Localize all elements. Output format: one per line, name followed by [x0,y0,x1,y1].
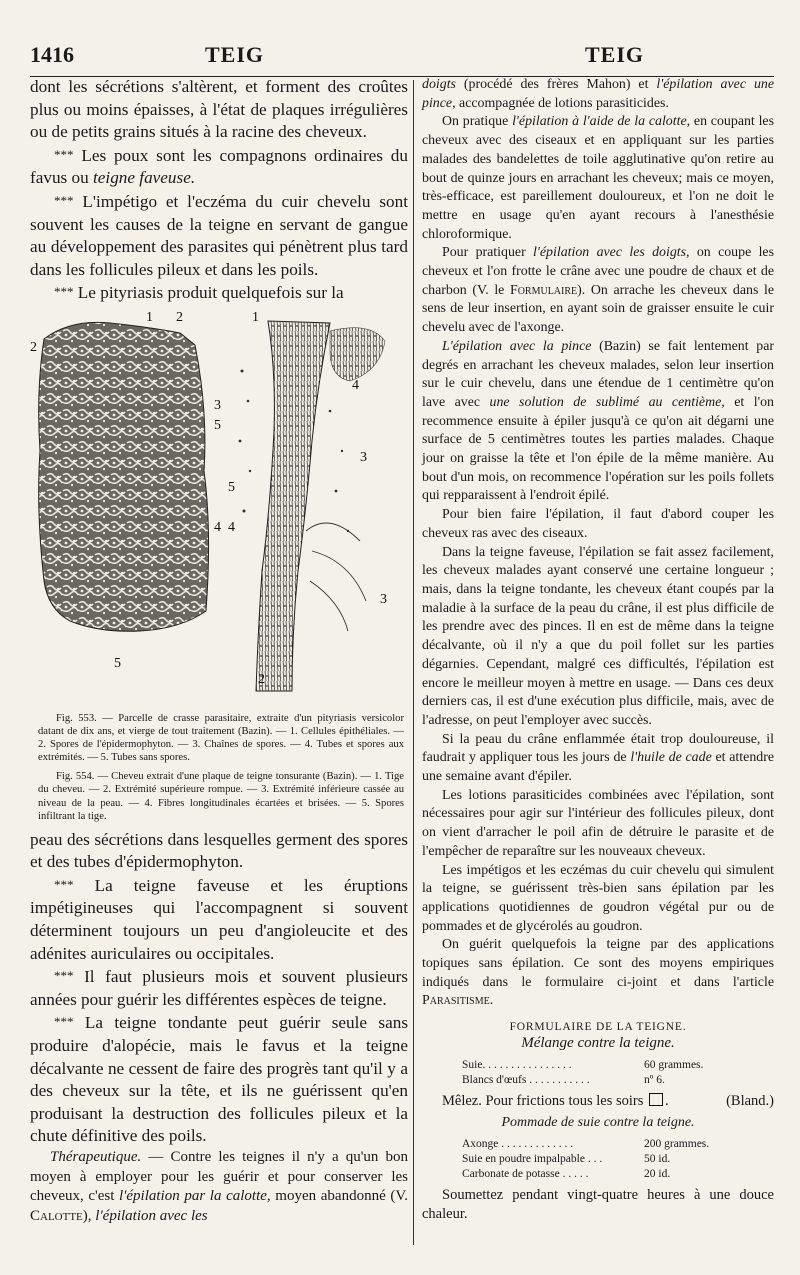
formulary-title: FORMULAIRE DE LA TEIGNE. [509,1021,687,1034]
figure-553-554 [30,311,408,706]
recipe-note: Soumettez pendant vingt-quatre heures à une douce chaleur. [422,1186,774,1222]
paragraph: dont les sécrétions s'altèrent, et forment des croûtes plus ou moins épaisses, à l'état de plaques irrégulières ou de petits grains situés à la racine des cheveux. [30,77,408,142]
paragraph: On guérit quelquefois la teigne par des applications topiques sans épilation. Ce sont des moyens empiriques indiqués dans le formulaire ci-joint et dans l'article Parasitisme. [422,937,774,1009]
recipe-note: Mêlez. Pour frictions tous les soirs . (Bland.) [442,1093,774,1110]
label: 3 [360,449,367,465]
square-symbol-icon [649,1093,663,1106]
paragraph: Les impétigos et les eczémas du cuir chevelu qui simulent la teigne, se guérissent très-bien sans épilation par les applications quotidiennes de goudron végétal pur ou de pommades et de glycérolés au goudron. [422,862,774,934]
right-column [422,76,774,1223]
recipe-row: Blancs d'œufs . . . . . . . . . . . nº 6. [462,1074,665,1087]
engraving-illustration [30,311,408,706]
paragraph: *** La teigne tondante peut guérir seule sans produire d'alopécie, mais le favus et la teigne décalvante ne cessent de faire des progrès tant qu'il y a des cheveux sur la tête, et ils ne guérissent qu'en produisant la destruction des follicules pileux et la chute définitive des poils. [30,1013,409,1146]
recipe-title: Mélange contre la teigne. [521,1035,675,1052]
recipe-row: Carbonate de potasse . . . . . 20 id. [462,1167,671,1180]
label: 5 [228,479,235,495]
paragraph: *** Il faut plusieurs mois et souvent plusieurs années pour guérir les différentes espèces de teigne. [30,967,408,1009]
paragraph: On pratique l'épilation à l'aide de la calotte, en coupant les cheveux avec des ciseaux et en appliquant sur les parties malades des bandelettes de toile agglutinative qu'on retire au bout de quinze jours en arrachant les cheveux; mais ce moyen, très-efficace, est pareillement douloureux, et l'on ne doit le mettre en usage qu'en ayant recours à l'anesthésie chloroformique. [422,114,775,242]
paragraph: *** Le pityriasis produit quelquefois sur la [54,283,344,303]
page-number: 1416 [30,42,74,67]
recipe-list [422,1137,774,1182]
label: 5 [114,655,121,671]
label: 2 [30,339,37,355]
label: 5 [214,417,221,433]
recipe-row: Suie. . . . . . . . . . . . . . . . 60 grammes. [462,1059,704,1072]
paragraph: Si la peau du crâne enflammée était trop douloureuse, il faudrait y appliquer tous les jours de l'huile de cade et attendre une semaine avant d'épiler. [422,731,774,785]
paragraph: *** La teigne faveuse et les éruptions impétigineuses qui l'accompagnent si souvent déterminent toujours un peu d'angioleucite et des adénites auriculaires ou occipitales. [30,875,409,963]
label: 4 [214,519,221,535]
caption-553: Fig. 553. — Parcelle de crasse parasitaire, extraite d'un pityriasis versicolor datant de dix ans, et vierge de tout traitement (Bazin). — 1. Cellules épithéliales. — 2. Spores de l'épidermophyton. — 3. Chaînes de spores. — 4. Tubes et spores aux extrémités. — 5. Tubes sans spores. [38,712,404,764]
label: 3 [214,397,221,413]
recipe-row: Axonge . . . . . . . . . . . . . 200 grammes. [462,1137,710,1150]
caption-554: Fig. 554. — Cheveu extrait d'une plaque de teigne tonsurante (Bazin). — 1. Tige du cheveu. — 2. Extrémité supérieure rompue. — 3. Extrémité inférieure cassée au niveau de la peau. — 4. Fibres longitudinales écartées et brisées. — 5. Spores infiltrant la tige. [38,771,404,822]
label: 1 [252,310,259,325]
page-header [30,42,770,72]
paragraph: *** Les poux sont les compagnons ordinaires du favus ou teigne faveuse. [30,145,408,188]
paragraph: Pour bien faire l'épilation, il faut d'abord couper les cheveux ras avec des ciseaux. [422,507,774,541]
label: 4 [352,377,359,393]
paragraph: L'épilation avec la pince (Bazin) se fait lentement par degrés en arrachant les cheveux malades, selon leur insertion sur le cuir chevelu, dans une étendue de 1 centimètre qu'on lave avec une solution de sublimé au centième, et l'on recommence ensuite à épiler jusqu'à ce qu'on ait dégarni une surface de 5 centimètres toutes les parties malades. Chaque jour on graisse la tête et l'on épile de la même manière. Au bout d'un mois, on recommence l'opération sur les poils follets qui repparaissent à l'endroit épilé. [422,338,774,504]
recipe-title: Pommade de suie contre la teigne. [501,1114,695,1130]
fig-553-crust [39,322,209,631]
paragraph: Pour pratiquer l'épilation avec les doigts, on coupe les cheveux et l'on frotte le crâne avec une poudre de chaux et de charbon (V. le Formulaire). On arrache les cheveux dans le sens de leur insertion, en ayant soin de graisser ensuite le cuir chevelu avec de l'axonge. [422,245,774,336]
paragraph: peau des sécrétions dans lesquelles germent des spores et des tubes d'épidermophyton. [30,829,408,872]
label: 1 [146,310,153,325]
paragraph-therapeutique: Thérapeutique. — Contre les teignes il n'y a qu'un bon moyen à employer pour les guérir et pour conserver les cheveux, c'est l'épilation par la calotte, moyen abandonné (V. Calotte), l'épilation avec les [30,1149,408,1224]
recipe-list [422,1058,774,1088]
paragraph: Dans la teigne faveuse, l'épilation se fait assez facilement, les cheveux malades ayant conservé une certaine longueur ; mais, dans la teigne tondante, les cheveux étant coupés par la maladie à la surface de la peau du crâne, il est plus difficile de les prendre avec des pinces. Il en est de même dans la teigne décalvante, où il n'y a que du poil follet sur les parties dégarnies. Cependant, malgré ces difficultés, l'épilation est encore le meilleur moyen à mettre en usage. — Dans ces deux derniers cas, il est d'une exécution plus difficile, mais, avec de l'adresse, on peut l'employer avec succès. [422,544,774,728]
fig-554-hair-shaft [256,321,330,691]
asterism: * [54,146,61,162]
label: 3 [380,591,387,607]
running-head-right: TEIG [585,42,645,67]
paragraph: *** L'impétigo et l'eczéma du cuir chevelu sont souvent les causes de la teigne en servant de gangue au développement des parasites qui pénètrent plus tard dans les follicules pileux et dans les poils. [30,191,408,279]
paragraph: Les lotions parasiticides combinées avec l'épilation, sont nécessaires pour agir sur l'intérieur des follicules pileux, dont on vient d'arracher le poil afin de détruire le parasite et de l'empêcher de reparaître sur les nouveaux cheveux. [422,787,774,859]
left-column [30,76,408,1226]
figure-captions [38,712,404,823]
column-separator [413,80,414,1245]
label: 4 [228,519,235,535]
label: 2 [258,671,265,687]
paragraph: doigts (procédé des frères Mahon) et l'épilation avec une pince, accompagnée de lotions parasiticides. [422,77,774,111]
recipe-row: Suie en poudre impalpable . . . 50 id. [462,1152,671,1165]
label: 2 [176,310,183,325]
running-head-left: TEIG [205,42,265,67]
